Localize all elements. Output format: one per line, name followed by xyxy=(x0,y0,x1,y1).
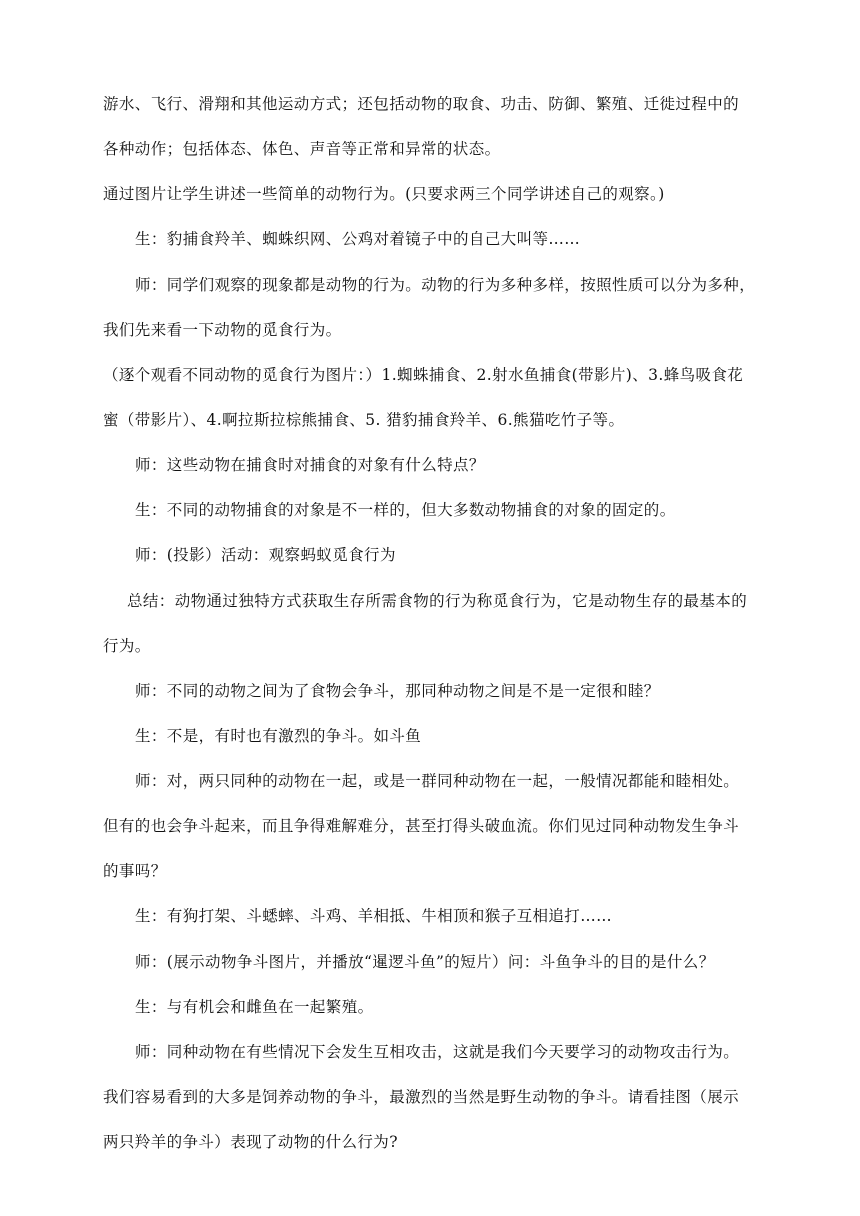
text-line: 师：同种动物在有些情况下会发生互相攻击，这就是我们今天要学习的动物攻击行为。 xyxy=(135,1043,740,1061)
paragraph-student-fish xyxy=(103,714,803,759)
text-line: 生：不同的动物捕食的对象是不一样的，但大多数动物捕食的对象的固定的。 xyxy=(135,501,676,519)
text-line: 我们先来看一下动物的觅食行为。 xyxy=(103,321,342,339)
paragraph-teacher-question xyxy=(103,443,803,488)
text-line: 的事吗？ xyxy=(103,862,167,880)
paragraph-teacher-explain xyxy=(103,759,803,894)
paragraph-summary xyxy=(103,579,803,669)
text-line: 生：有狗打架、斗蟋蟀、斗鸡、羊相抵、牛相顶和猴子互相追打…… xyxy=(135,907,613,925)
paragraph-student-examples xyxy=(103,894,803,939)
text-line: 但有的也会争斗起来，而且争得难解难分，甚至打得头破血流。你们见过同种动物发生争斗 xyxy=(103,817,740,835)
text-line: 生：豹捕食羚羊、蜘蛛织网、公鸡对着镜子中的自己大叫等…… xyxy=(135,230,581,248)
paragraph-image-list xyxy=(103,353,803,443)
paragraph-teacher-conflict xyxy=(103,669,803,714)
paragraph-instruction xyxy=(103,172,803,217)
text-line: （逐个观看不同动物的觅食行为图片：）1.蜘蛛捕食、2.射水鱼捕食(带影片)、3.蜂鸟吸食花 xyxy=(103,366,744,384)
text-line: 蜜（带影片）、4.啊拉斯拉棕熊捕食、5. 猎豹捕食羚羊、6.熊猫吃竹子等。 xyxy=(103,411,625,429)
paragraph-teacher-video xyxy=(103,940,803,985)
text-line: 师：对，两只同种的动物在一起，或是一群同种动物在一起，一般情况都能和睦相处。 xyxy=(135,772,740,790)
text-line: 总结：动物通过独特方式获取生存所需食物的行为称觅食行为，它是动物生存的最基本的 xyxy=(127,592,748,610)
text-line: 生：不是，有时也有激烈的争斗。如斗鱼 xyxy=(135,727,422,745)
text-line: 师：同学们观察的现象都是动物的行为。动物的行为多种多样，按照性质可以分为多种， xyxy=(135,276,756,294)
paragraph-behavior-definition xyxy=(103,82,803,172)
text-line: 通过图片让学生讲述一些简单的动物行为。(只要求两三个同学讲述自己的观察。) xyxy=(103,185,665,203)
text-line: 生：与有机会和雌鱼在一起繁殖。 xyxy=(135,998,374,1016)
text-line: 游水、飞行、滑翔和其他运动方式；还包括动物的取食、功击、防御、繁殖、迁徙过程中的 xyxy=(103,95,740,113)
text-line: 行为。 xyxy=(103,637,151,655)
text-line: 我们容易看到的大多是饲养动物的争斗，最激烈的当然是野生动物的争斗。请看挂图（展示 xyxy=(103,1088,740,1106)
paragraph-teacher-attack xyxy=(103,1030,803,1165)
text-line: 师：(投影）活动：观察蚂蚁觅食行为 xyxy=(135,546,396,564)
paragraph-student-response xyxy=(103,488,803,533)
text-line: 师：不同的动物之间为了食物会争斗，那同种动物之间是不是一定很和睦？ xyxy=(135,682,660,700)
paragraph-student-breeding xyxy=(103,985,803,1030)
text-line: 师：(展示动物争斗图片，并播放“暹逻斗鱼”的短片）问：斗鱼争斗的目的是什么？ xyxy=(135,953,715,971)
text-line: 两只羚羊的争斗）表现了动物的什么行为? xyxy=(103,1133,398,1151)
paragraph-teacher-intro xyxy=(103,263,803,353)
text-line: 师：这些动物在捕食时对捕食的对象有什么特点？ xyxy=(135,456,485,474)
paragraph-activity xyxy=(103,533,803,578)
paragraph-student-answer xyxy=(103,217,803,262)
text-line: 各种动作；包括体态、体色、声音等正常和异常的状态。 xyxy=(103,140,501,158)
